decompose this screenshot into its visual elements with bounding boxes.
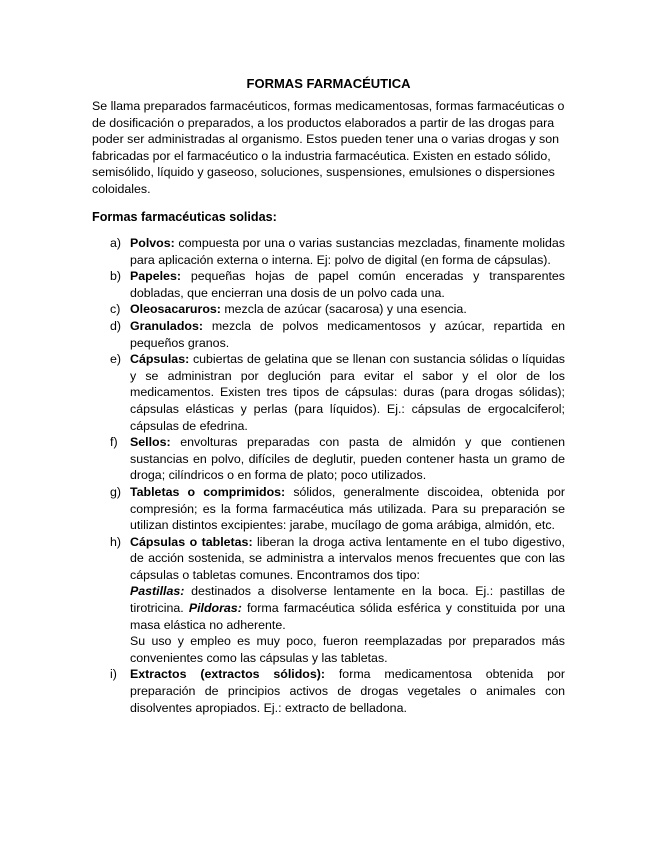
item-text: pequeñas hojas de papel común enceradas y transparentes dobladas, que encierran una dosis de un polvo cada una.	[130, 269, 565, 300]
item-term: Polvos:	[130, 236, 175, 250]
list-marker: b)	[110, 269, 122, 284]
list-item-sellos	[110, 434, 565, 484]
list-item-oleosacaruros	[110, 301, 565, 318]
item-term: Granulados:	[130, 318, 203, 333]
list-item-tabletas	[110, 484, 565, 534]
item-text: sólidos, generalmente discoidea, obtenida por compresión; es la forma farmacéutica más utilizada. Para su preparación se utilizan distintos excipientes: jarabe, mucílago de goma arábiga, almidón, etc.	[130, 484, 565, 533]
item-term: Extractos (extractos sólidos):	[130, 667, 326, 682]
list-item-capsulas-tabletas	[110, 534, 565, 667]
section-heading: Formas farmacéuticas solidas:	[92, 210, 277, 224]
item-term: Cápsulas:	[130, 352, 190, 367]
item-text: cubiertas de gelatina que se llenan con sustancia sólidas o líquidas y se administran por deglución para evitar el sabor y el olor de los medicamentos. Existen tres tipos de cápsulas: duras (para drogas sólidas); cápsulas elásticas y perlas (para líquidos). Ej.: cápsulas de ergocalciferol; cápsulas de efedrina.	[130, 352, 565, 433]
list-marker: a)	[110, 236, 122, 250]
item-text: mezcla de polvos medicamentosos y azúcar, repartida en pequeños granos.	[130, 318, 565, 350]
item-term: Sellos:	[130, 435, 171, 450]
list-marker: c)	[110, 302, 121, 317]
item-text: envolturas preparadas con pasta de almidón y que contienen sustancias en polvo, difíciles de deglutir, pueden contener hasta un gramo de droga; cilíndricos o en forma de plato; poco utilizados.	[130, 435, 565, 483]
list-marker: i)	[110, 667, 117, 682]
page-title: FORMAS FARMACÉUTICA	[246, 76, 411, 91]
subtypes-paragraph	[130, 583, 565, 633]
subtype-text-pastillas: destinados a disolverse lentamente en la boca. Ej.: pastillas de tirotricina.	[130, 584, 565, 616]
list-item-granulados	[110, 318, 565, 351]
list-item-extractos	[110, 666, 565, 716]
list-marker: f)	[110, 435, 118, 450]
list-item-polvos	[110, 235, 565, 268]
subtype-term-pildoras: Pildoras:	[188, 601, 242, 616]
list-marker: h)	[110, 534, 122, 549]
item-term: Papeles:	[130, 269, 181, 284]
intro-paragraph: Se llama preparados farmacéuticos, formas medicamentosas, formas farmacéuticas o de dosificación o preparados, a los productos elaborados a partir de las drogas para poder ser administradas al organismo. Estos pueden tener una o varias drogas y son fabricadas por el farmacéutico o la industria farmacéutica. Existen en estado sólido, semisólido, líquido y gaseoso, soluciones, suspensiones, emulsiones o dispersiones coloidales.	[92, 99, 565, 196]
list-item-capsulas	[110, 351, 565, 434]
item-term: Cápsulas o tabletas:	[130, 534, 253, 549]
solid-forms-list	[92, 235, 565, 716]
item-term: Tabletas o comprimidos:	[130, 484, 286, 499]
subtype-text-pildoras: forma farmacéutica sólida esférica y constituida por una masa elástica no adherente.	[130, 601, 565, 632]
item-text: compuesta por una o varias sustancias mezcladas, finamente molidas para aplicación externa o interna. Ej: polvo de digital (en forma de cápsulas).	[130, 236, 565, 267]
item-text: liberan la droga activa lentamente en el tubo digestivo, de acción sostenida, se administra a intervalos menos frecuentes que con las cápsulas o tabletas comunes. Encontramos dos tipo:	[130, 534, 565, 582]
subtype-term-pastillas: Pastillas:	[130, 584, 185, 599]
list-item-papeles	[110, 268, 565, 301]
list-marker: e)	[110, 352, 122, 367]
list-marker: d)	[110, 318, 122, 333]
item-text: mezcla de azúcar (sacarosa) y una esencia.	[220, 302, 467, 317]
list-marker: g)	[110, 484, 122, 499]
item-term: Oleosacaruros:	[130, 302, 221, 317]
item-text: forma medicamentosa obtenida por preparación de principios activos de drogas vegetales o animales con disolventes apropiados. Ej.: extracto de belladona.	[130, 667, 565, 715]
closing-paragraph: Su uso y empleo es muy poco, fueron reemplazadas por preparados más convenientes como las cápsulas y las tabletas.	[130, 634, 565, 665]
